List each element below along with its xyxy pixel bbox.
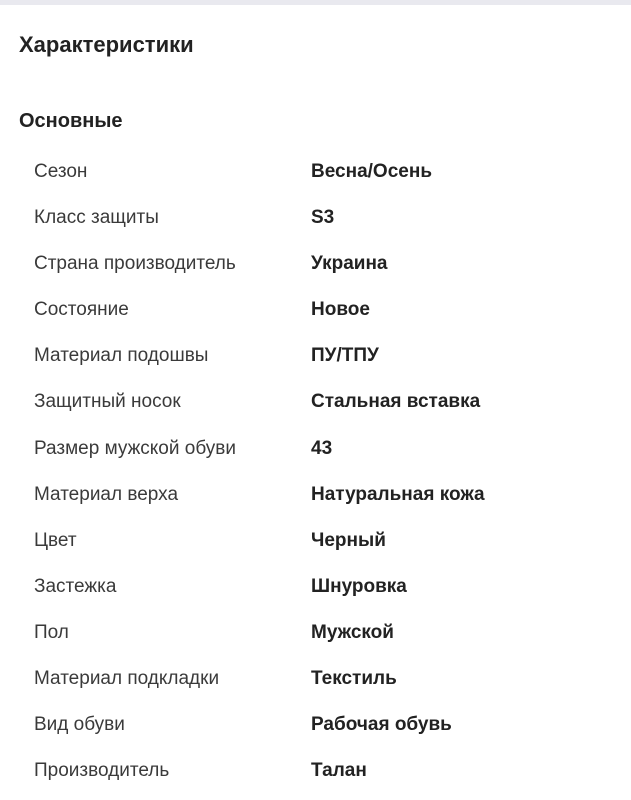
top-divider xyxy=(0,0,631,5)
spec-row-country xyxy=(0,241,631,287)
spec-key: Материал подкладки xyxy=(34,668,220,690)
spec-row-shoe-type xyxy=(0,702,631,748)
spec-key: Застежка xyxy=(34,575,117,597)
spec-value: ПУ/ТПУ xyxy=(311,345,379,367)
section-title: Основные xyxy=(19,110,123,132)
spec-key: Размер мужской обуви xyxy=(34,437,237,459)
spec-key: Страна производитель xyxy=(34,253,236,275)
spec-key: Класс защиты xyxy=(34,207,159,229)
spec-key: Цвет xyxy=(34,529,77,551)
spec-value: Текстиль xyxy=(311,668,397,690)
spec-list xyxy=(0,149,631,794)
spec-key: Сезон xyxy=(34,161,88,182)
spec-row-sole-material xyxy=(0,333,631,379)
spec-row-fastening xyxy=(0,564,631,610)
spec-value: Натуральная кожа xyxy=(311,483,485,505)
spec-key: Материал верха xyxy=(34,483,179,505)
spec-key: Защитный носок xyxy=(34,391,181,413)
spec-value: S3 xyxy=(311,207,335,229)
spec-key: Состояние xyxy=(34,299,129,321)
spec-row-color xyxy=(0,518,631,564)
spec-row-gender xyxy=(0,610,631,656)
spec-key: Материал подошвы xyxy=(34,345,209,367)
spec-row-season xyxy=(0,149,631,195)
spec-value: Стальная вставка xyxy=(311,391,481,413)
spec-key: Пол xyxy=(34,621,69,643)
spec-value: Рабочая обувь xyxy=(311,714,452,736)
spec-value: Черный xyxy=(311,529,386,551)
spec-value: Украина xyxy=(311,253,388,275)
spec-value: Новое xyxy=(311,299,370,321)
spec-row-upper-material xyxy=(0,472,631,518)
spec-row-condition xyxy=(0,287,631,333)
page-title: Характеристики xyxy=(19,32,194,57)
spec-value: Мужской xyxy=(311,621,394,643)
spec-row-lining-material xyxy=(0,656,631,702)
spec-value: Шнуровка xyxy=(311,575,407,597)
spec-value: Весна/Осень xyxy=(311,161,432,182)
spec-row-protection-class xyxy=(0,195,631,241)
spec-row-manufacturer xyxy=(0,748,631,794)
spec-key: Вид обуви xyxy=(34,714,125,736)
spec-row-shoe-size xyxy=(0,426,631,472)
spec-key: Производитель xyxy=(34,760,170,782)
spec-value: Талан xyxy=(311,760,367,782)
spec-row-toe-cap xyxy=(0,379,631,425)
spec-value: 43 xyxy=(311,437,333,459)
